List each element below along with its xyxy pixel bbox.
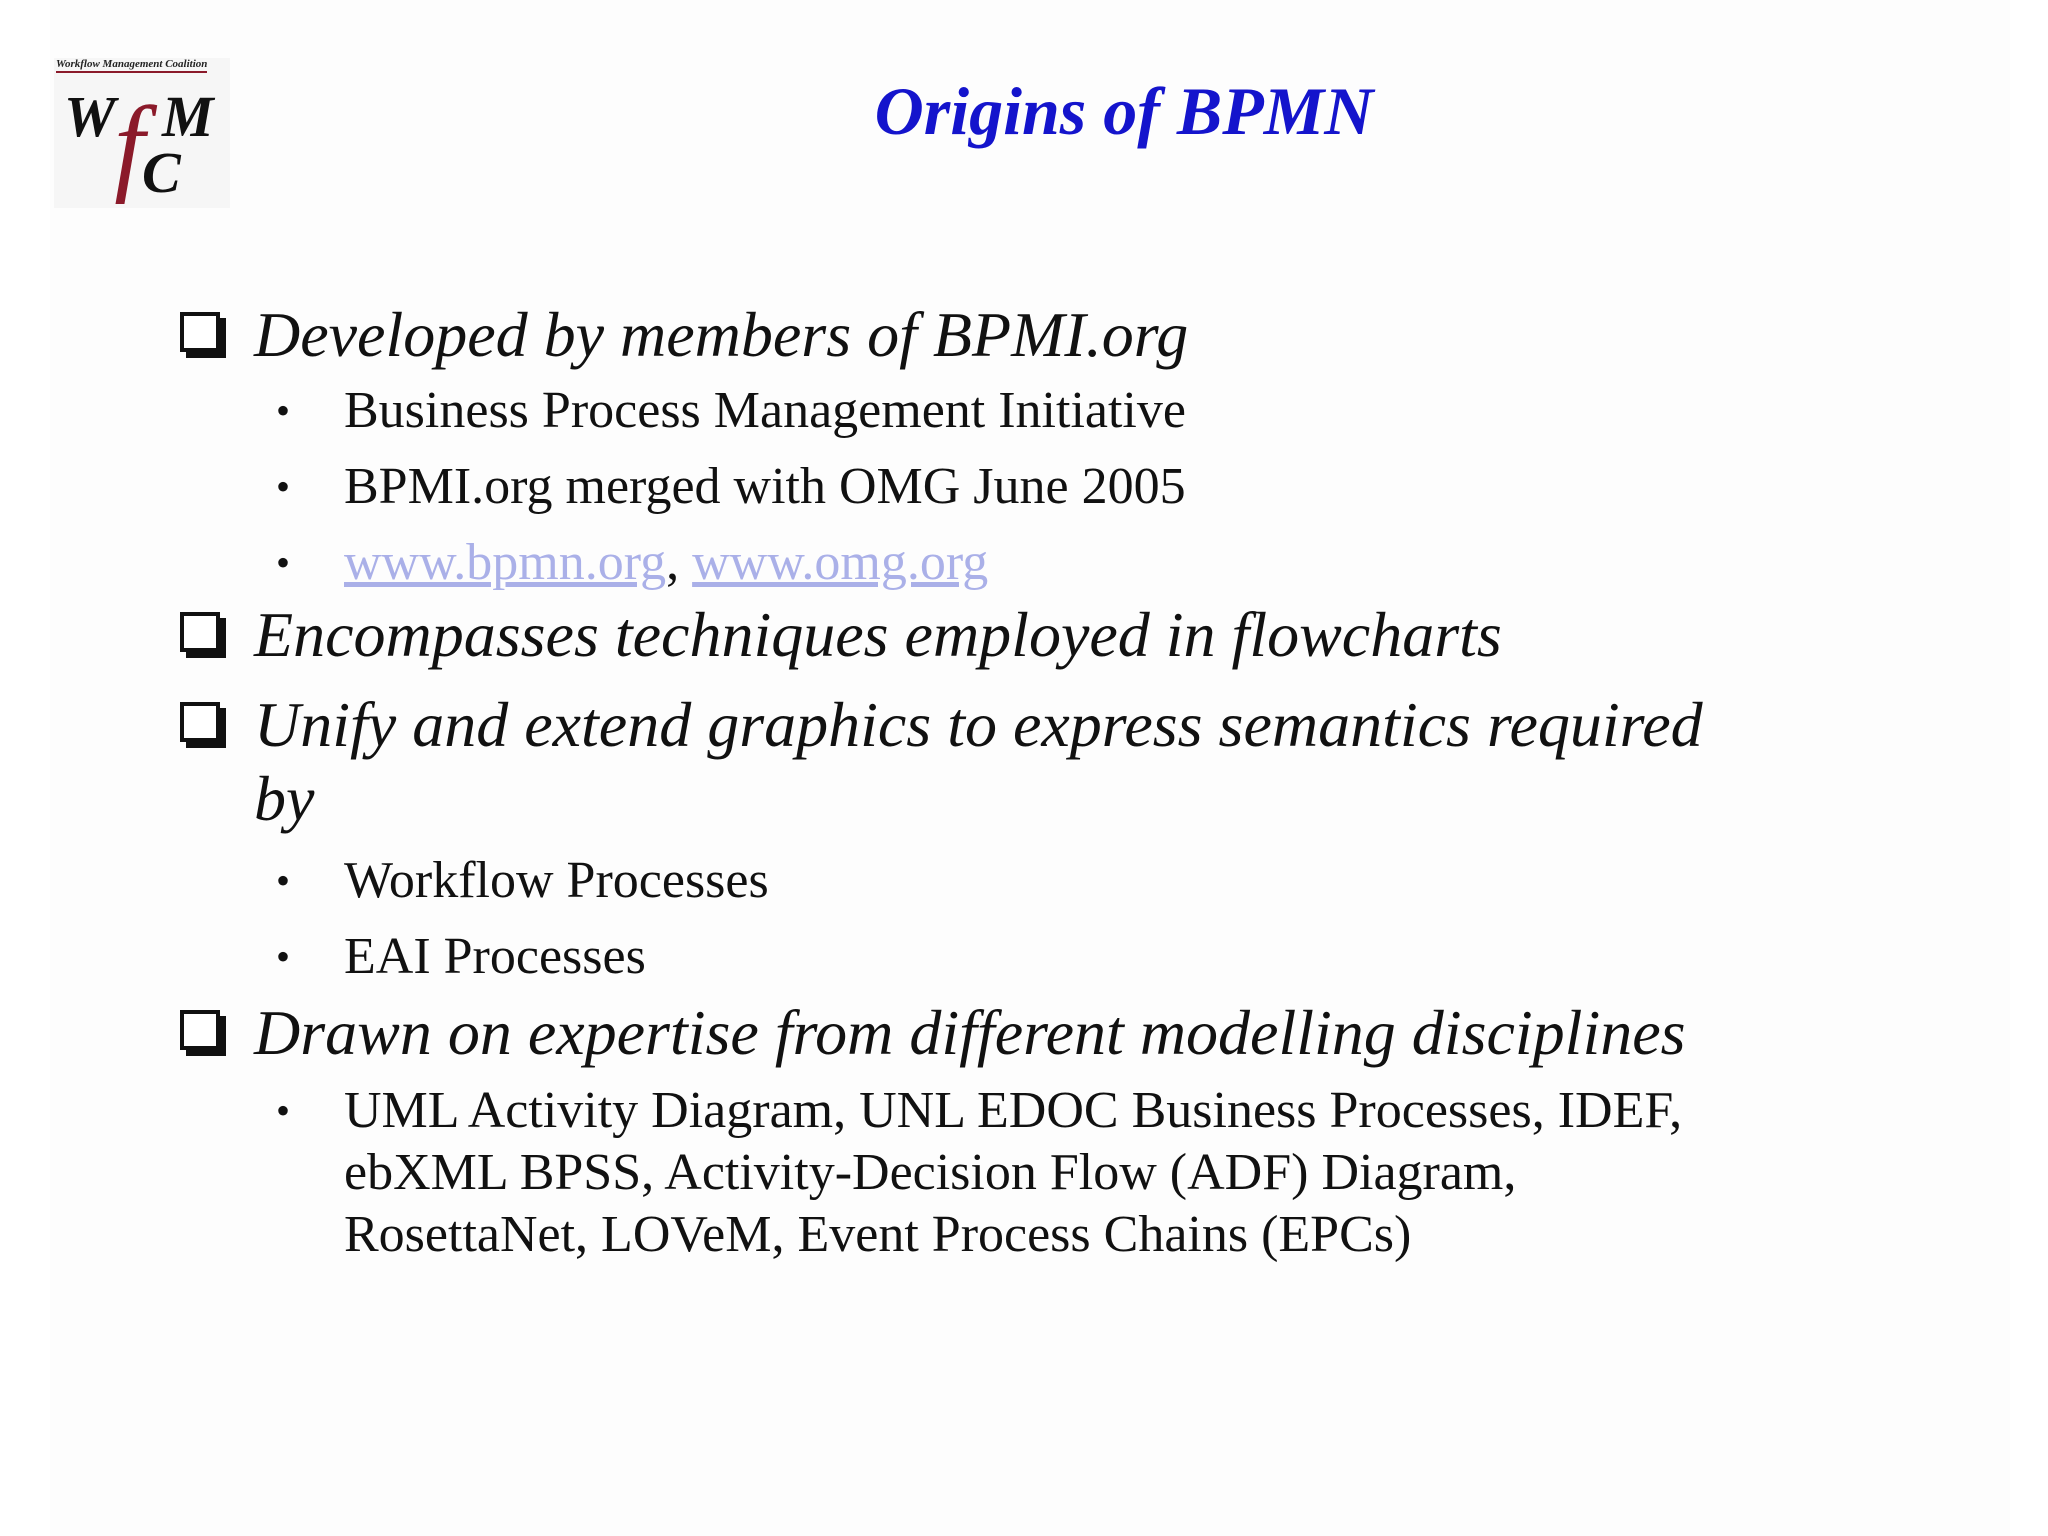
- list-item-text: EAI Processes: [344, 928, 646, 985]
- section-heading-text-continued: by: [254, 763, 315, 834]
- section-heading: [176, 688, 1876, 836]
- list-item: [176, 1080, 1876, 1266]
- section-heading-text: Developed by members of BPMI.org: [254, 299, 1189, 370]
- list-item-text-line1: UML Activity Diagram, UNL EDOC Business Processes, IDEF,: [344, 1082, 1683, 1139]
- logo-caption: Workflow Management Coalition: [56, 58, 207, 73]
- link-separator: ,: [666, 534, 680, 591]
- bullet-icon: •: [276, 1088, 291, 1133]
- svg-text:M: M: [162, 84, 214, 149]
- section-heading: [176, 298, 1876, 372]
- list-item-text-line2: ebXML BPSS, Activity-Decision Flow (ADF) Diagram,: [344, 1144, 1517, 1201]
- list-item-text: BPMI.org merged with OMG June 2005: [344, 458, 1186, 515]
- checkbox-bullet-icon: [180, 312, 220, 352]
- bpmn-link[interactable]: www.bpmn.org: [344, 534, 667, 591]
- checkbox-bullet-icon: [180, 702, 220, 742]
- bullet-icon: •: [276, 388, 291, 433]
- checkbox-bullet-icon: [180, 1010, 220, 1050]
- bullet-icon: •: [276, 540, 291, 585]
- list-item: [176, 380, 1876, 442]
- bullet-icon: •: [276, 464, 291, 509]
- svg-text:f: f: [114, 84, 145, 204]
- list-item: [176, 850, 1876, 912]
- section-heading-text: Drawn on expertise from different modelling disciplines: [254, 997, 1686, 1068]
- section-heading-text: Encompasses techniques employed in flowcharts: [254, 599, 1502, 670]
- slide-content: [176, 298, 1876, 1266]
- section-heading: [176, 598, 1876, 672]
- bullet-icon: •: [276, 934, 291, 979]
- bullet-icon: •: [276, 858, 291, 903]
- list-item: [176, 926, 1876, 988]
- list-item-links: [176, 532, 1876, 594]
- list-item-text-line3: RosettaNet, LOVeM, Event Process Chains (EPCs): [344, 1206, 1412, 1263]
- section-heading-text: Unify and extend graphics to express semantics required: [254, 689, 1703, 760]
- checkbox-bullet-icon: [180, 612, 220, 652]
- svg-text:C: C: [142, 140, 181, 204]
- list-item-text: Workflow Processes: [344, 852, 769, 909]
- slide-title: Origins of BPMN: [874, 73, 1374, 149]
- list-item: [176, 456, 1876, 518]
- omg-link[interactable]: www.omg.org: [692, 534, 989, 591]
- svg-text:W: W: [64, 84, 116, 149]
- section-heading: [176, 996, 1876, 1070]
- list-item-text: Business Process Management Initiative: [344, 382, 1186, 439]
